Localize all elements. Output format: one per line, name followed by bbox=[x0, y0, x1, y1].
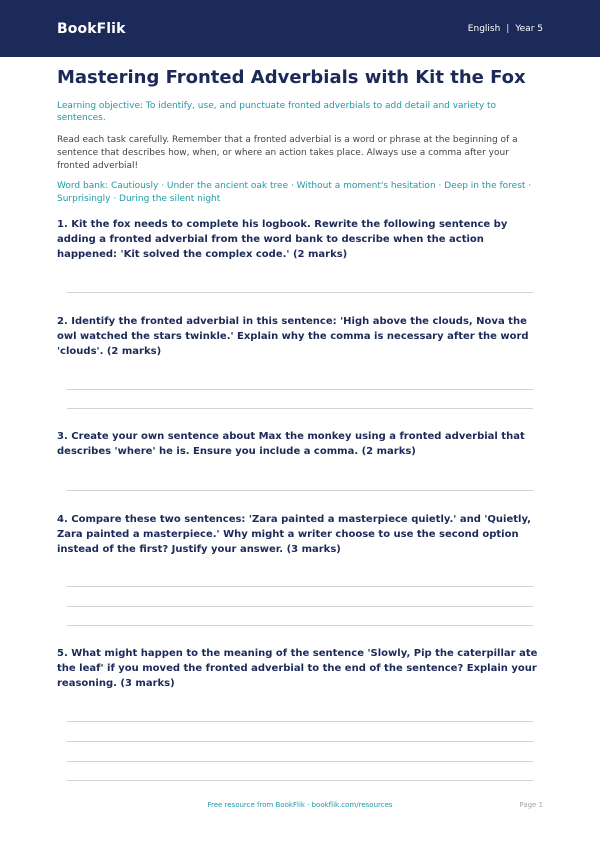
answer-line[interactable] bbox=[67, 490, 533, 491]
answer-line[interactable] bbox=[67, 761, 533, 762]
brand-logo: BookFlik bbox=[57, 20, 126, 37]
subject-label: English bbox=[467, 23, 501, 34]
footer-source: Free resource from BookFlik · bookflik.com/resources bbox=[207, 801, 393, 809]
page-footer bbox=[0, 801, 600, 815]
question-4: 4. Compare these two sentences: 'Zara painted a masterpiece quietly.' and 'Quietly, Zara painted a masterpiece.' Why might a writer choose to use the second option instead of the first? Justify your answer. (3 marks) bbox=[57, 514, 531, 555]
answer-line[interactable] bbox=[67, 721, 533, 722]
answer-line[interactable] bbox=[67, 586, 533, 587]
question-2: 2. Identify the fronted adverbial in this sentence: 'High above the clouds, Nova the owl watched the stars twinkle.' Explain why the comma is necessary after the word 'clouds'. (2 marks) bbox=[57, 316, 529, 357]
answer-line[interactable] bbox=[67, 408, 533, 409]
page-title: Mastering Fronted Adverbials with Kit the Fox bbox=[57, 67, 526, 88]
instructions: Read each task carefully. Remember that a fronted adverbial is a word or phrase at the beginning of a sentence that describes how, when, or where an action takes place. Always use a comma after your fronted adverbial! bbox=[57, 135, 518, 171]
answer-line[interactable] bbox=[67, 292, 533, 293]
page-number: Page 1 bbox=[519, 801, 543, 809]
year-label: Year 5 bbox=[515, 23, 543, 34]
page-header bbox=[0, 0, 600, 57]
learning-objective: Learning objective: To identify, use, and punctuate fronted adverbials to add detail and variety to sentences. bbox=[57, 101, 497, 123]
question-1: 1. Kit the fox needs to complete his logbook. Rewrite the following sentence by adding a fronted adverbial from the word bank to describe when the action happened: 'Kit solved the complex code.' (2 marks) bbox=[57, 219, 508, 260]
question-5: 5. What might happen to the meaning of the sentence 'Slowly, Pip the caterpillar ate the leaf' if you moved the fronted adverbial to the end of the sentence? Explain your reasoning. (3 marks) bbox=[57, 648, 538, 689]
answer-line[interactable] bbox=[67, 389, 533, 390]
answer-line[interactable] bbox=[67, 625, 533, 626]
word-bank: Word bank: Cautiously · Under the ancient oak tree · Without a moment's hesitation · Deep in the forest · Surprisingly · During the silent night bbox=[57, 181, 532, 204]
answer-line[interactable] bbox=[67, 741, 533, 742]
question-3: 3. Create your own sentence about Max the monkey using a fronted adverbial that describes 'where' he is. Ensure you include a comma. (2 marks) bbox=[57, 431, 525, 457]
subject-year bbox=[468, 24, 543, 34]
answer-line[interactable] bbox=[67, 606, 533, 607]
worksheet-content bbox=[57, 57, 543, 206]
meta-separator: | bbox=[506, 23, 510, 34]
answer-line[interactable] bbox=[67, 780, 533, 781]
